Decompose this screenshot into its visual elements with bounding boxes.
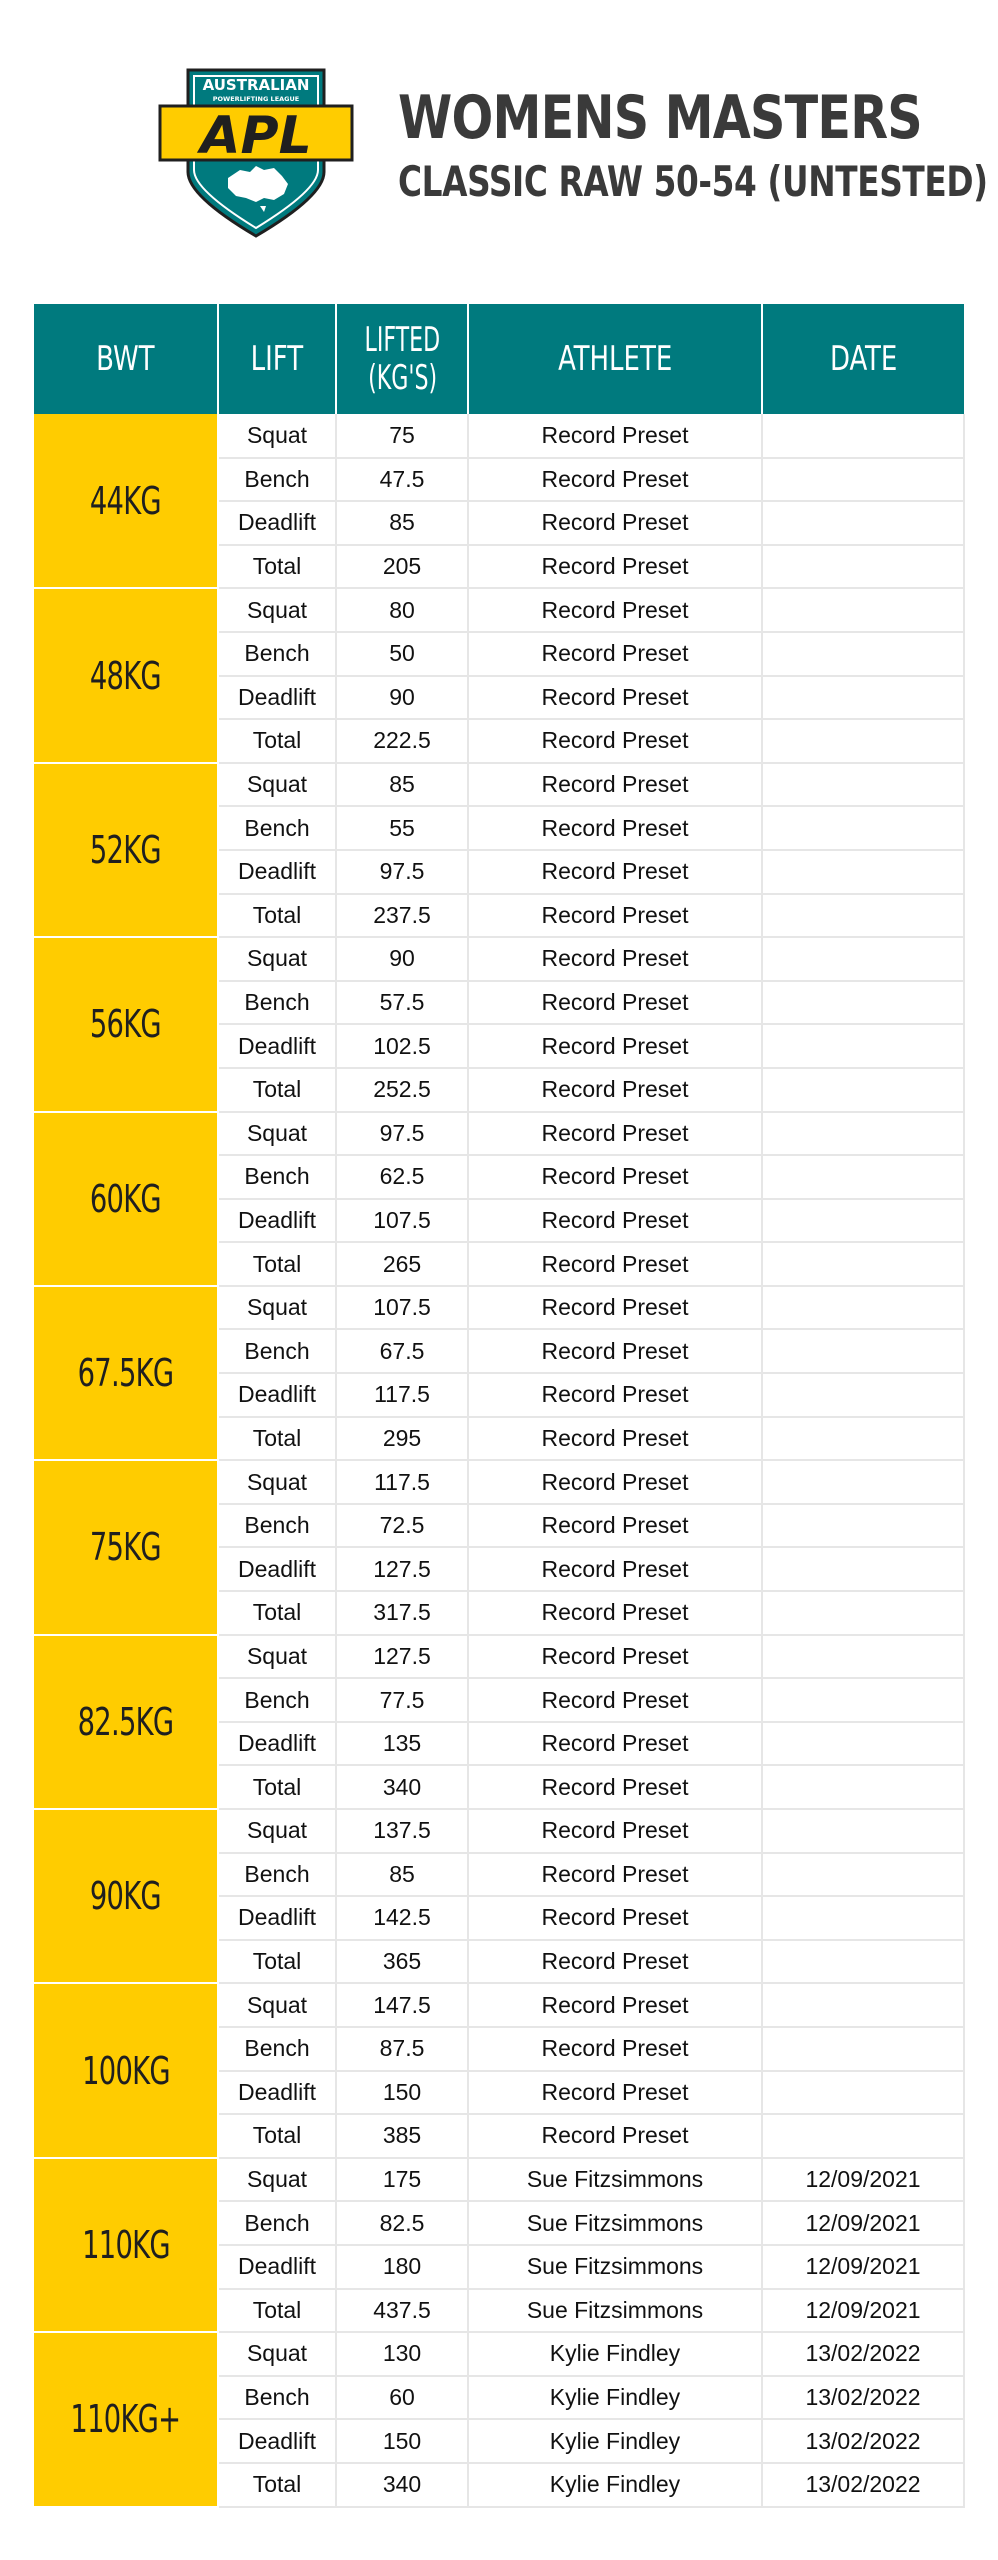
athlete-cell: Record Preset [468, 1068, 762, 1112]
athlete-cell: Record Preset [468, 588, 762, 632]
weight-class-cell: 52KG [34, 763, 218, 937]
logo-top-text: AUSTRALIAN [202, 76, 310, 94]
lift-cell: Bench [218, 1853, 336, 1897]
records-body [34, 414, 964, 2507]
lifted-cell: 102.5 [336, 1024, 468, 1068]
weight-class-cell: 48KG [34, 588, 218, 762]
date-cell [762, 501, 964, 545]
lifted-cell: 90 [336, 676, 468, 720]
lift-cell: Squat [218, 1983, 336, 2027]
logo-sub-text: POWERLIFTING LEAGUE [212, 95, 300, 103]
athlete-cell: Record Preset [468, 2114, 762, 2158]
lifted-cell: 180 [336, 2245, 468, 2289]
lifted-cell: 60 [336, 2376, 468, 2420]
lifted-cell: 107.5 [336, 1199, 468, 1243]
athlete-cell: Record Preset [468, 458, 762, 502]
lift-cell: Total [218, 1242, 336, 1286]
athlete-cell: Record Preset [468, 1373, 762, 1417]
column-header-lift: LIFT [218, 304, 336, 414]
athlete-cell: Sue Fitzsimmons [468, 2289, 762, 2333]
lifted-cell: 340 [336, 2463, 468, 2507]
column-header-lifted [336, 304, 468, 414]
logo-letters: APL [200, 106, 312, 166]
table-row [34, 1635, 964, 1679]
lifted-cell: 80 [336, 588, 468, 632]
lift-cell: Squat [218, 1635, 336, 1679]
lifted-cell: 205 [336, 545, 468, 589]
date-cell [762, 1765, 964, 1809]
lifted-cell: 252.5 [336, 1068, 468, 1112]
athlete-cell: Record Preset [468, 1024, 762, 1068]
athlete-cell: Record Preset [468, 1547, 762, 1591]
table-row [34, 1983, 964, 2027]
lift-cell: Total [218, 1417, 336, 1461]
athlete-cell: Record Preset [468, 719, 762, 763]
lifted-cell: 77.5 [336, 1678, 468, 1722]
date-cell [762, 2114, 964, 2158]
athlete-cell: Record Preset [468, 501, 762, 545]
date-cell [762, 1373, 964, 1417]
athlete-cell: Record Preset [468, 1765, 762, 1809]
date-cell [762, 1940, 964, 1984]
lifted-line1: LIFTED [364, 320, 440, 360]
lift-cell: Deadlift [218, 2071, 336, 2115]
lifted-cell: 142.5 [336, 1896, 468, 1940]
lifted-cell: 97.5 [336, 1112, 468, 1156]
lift-cell: Deadlift [218, 1722, 336, 1766]
lift-cell: Squat [218, 2158, 336, 2202]
lift-cell: Deadlift [218, 501, 336, 545]
athlete-cell: Record Preset [468, 2071, 762, 2115]
athlete-cell: Record Preset [468, 1460, 762, 1504]
table-row [34, 1112, 964, 1156]
athlete-cell: Record Preset [468, 1417, 762, 1461]
lift-cell: Total [218, 2114, 336, 2158]
lift-cell: Squat [218, 1809, 336, 1853]
athlete-cell: Record Preset [468, 1940, 762, 1984]
lift-cell: Bench [218, 2027, 336, 2071]
date-cell [762, 981, 964, 1025]
weight-class-cell: 90KG [34, 1809, 218, 1983]
athlete-cell: Kylie Findley [468, 2376, 762, 2420]
lift-cell: Bench [218, 806, 336, 850]
lift-cell: Squat [218, 1460, 336, 1504]
lifted-cell: 85 [336, 763, 468, 807]
athlete-cell: Record Preset [468, 937, 762, 981]
lifted-cell: 127.5 [336, 1635, 468, 1679]
athlete-cell: Record Preset [468, 981, 762, 1025]
athlete-cell: Record Preset [468, 1722, 762, 1766]
table-row [34, 588, 964, 632]
lifted-cell: 150 [336, 2419, 468, 2463]
table-row [34, 763, 964, 807]
page-header [0, 0, 998, 300]
lift-cell: Bench [218, 1504, 336, 1548]
athlete-cell: Record Preset [468, 545, 762, 589]
date-cell [762, 1504, 964, 1548]
date-cell [762, 1722, 964, 1766]
lift-cell: Bench [218, 1155, 336, 1199]
table-row [34, 1809, 964, 1853]
lifted-cell: 85 [336, 1853, 468, 1897]
date-cell [762, 1809, 964, 1853]
lifted-cell: 62.5 [336, 1155, 468, 1199]
lift-cell: Squat [218, 1112, 336, 1156]
date-cell [762, 763, 964, 807]
lifted-cell: 55 [336, 806, 468, 850]
lifted-cell: 135 [336, 1722, 468, 1766]
weight-class-cell: 75KG [34, 1460, 218, 1634]
athlete-cell: Record Preset [468, 1896, 762, 1940]
lift-cell: Deadlift [218, 1896, 336, 1940]
date-cell [762, 1417, 964, 1461]
athlete-cell: Record Preset [468, 414, 762, 458]
lifted-cell: 82.5 [336, 2201, 468, 2245]
lifted-cell: 365 [336, 1940, 468, 1984]
lifted-cell: 340 [336, 1765, 468, 1809]
date-cell [762, 1635, 964, 1679]
date-cell [762, 545, 964, 589]
date-cell [762, 2027, 964, 2071]
records-table-container [34, 304, 964, 2508]
athlete-cell: Record Preset [468, 806, 762, 850]
lift-cell: Deadlift [218, 676, 336, 720]
athlete-cell: Record Preset [468, 850, 762, 894]
date-cell [762, 806, 964, 850]
date-cell [762, 1024, 964, 1068]
column-header-date: DATE [762, 304, 964, 414]
date-cell [762, 1896, 964, 1940]
date-cell [762, 1547, 964, 1591]
athlete-cell: Record Preset [468, 1809, 762, 1853]
lift-cell: Total [218, 2463, 336, 2507]
date-cell [762, 458, 964, 502]
lift-cell: Squat [218, 2332, 336, 2376]
weight-class-cell: 60KG [34, 1112, 218, 1286]
date-cell [762, 1242, 964, 1286]
lifted-cell: 90 [336, 937, 468, 981]
date-cell: 12/09/2021 [762, 2245, 964, 2289]
lifted-cell: 50 [336, 632, 468, 676]
date-cell [762, 676, 964, 720]
lifted-cell: 437.5 [336, 2289, 468, 2333]
lifted-cell: 127.5 [336, 1547, 468, 1591]
table-row [34, 937, 964, 981]
date-cell [762, 2071, 964, 2115]
lift-cell: Bench [218, 458, 336, 502]
lifted-cell: 72.5 [336, 1504, 468, 1548]
lift-cell: Squat [218, 1286, 336, 1330]
table-row [34, 2158, 964, 2202]
lift-cell: Deadlift [218, 2245, 336, 2289]
lift-cell: Total [218, 2289, 336, 2333]
date-cell [762, 894, 964, 938]
lifted-line2: (KG'S) [367, 358, 437, 398]
athlete-cell: Record Preset [468, 632, 762, 676]
date-cell: 13/02/2022 [762, 2376, 964, 2420]
lift-cell: Deadlift [218, 1547, 336, 1591]
weight-class-cell: 82.5KG [34, 1635, 218, 1809]
lifted-cell: 75 [336, 414, 468, 458]
date-cell [762, 1155, 964, 1199]
date-cell: 12/09/2021 [762, 2158, 964, 2202]
athlete-cell: Record Preset [468, 676, 762, 720]
lift-cell: Bench [218, 1329, 336, 1373]
athlete-cell: Kylie Findley [468, 2463, 762, 2507]
lift-cell: Total [218, 1591, 336, 1635]
lifted-cell: 85 [336, 501, 468, 545]
lift-cell: Squat [218, 763, 336, 807]
table-row [34, 1286, 964, 1330]
athlete-cell: Record Preset [468, 1286, 762, 1330]
athlete-cell: Record Preset [468, 1504, 762, 1548]
lifted-cell: 97.5 [336, 850, 468, 894]
date-cell: 13/02/2022 [762, 2419, 964, 2463]
date-cell: 13/02/2022 [762, 2332, 964, 2376]
athlete-cell: Record Preset [468, 1112, 762, 1156]
lifted-cell: 87.5 [336, 2027, 468, 2071]
athlete-cell: Record Preset [468, 763, 762, 807]
athlete-cell: Kylie Findley [468, 2332, 762, 2376]
column-header-athlete: ATHLETE [468, 304, 762, 414]
lift-cell: Squat [218, 937, 336, 981]
lifted-cell: 265 [336, 1242, 468, 1286]
athlete-cell: Sue Fitzsimmons [468, 2158, 762, 2202]
athlete-cell: Record Preset [468, 1853, 762, 1897]
date-cell [762, 719, 964, 763]
lifted-cell: 117.5 [336, 1460, 468, 1504]
date-cell [762, 1329, 964, 1373]
athlete-cell: Kylie Findley [468, 2419, 762, 2463]
lifted-cell: 130 [336, 2332, 468, 2376]
lift-cell: Total [218, 719, 336, 763]
lift-cell: Deadlift [218, 1024, 336, 1068]
athlete-cell: Record Preset [468, 1591, 762, 1635]
date-cell [762, 1983, 964, 2027]
date-cell [762, 937, 964, 981]
date-cell [762, 1068, 964, 1112]
lift-cell: Total [218, 545, 336, 589]
lifted-cell: 47.5 [336, 458, 468, 502]
table-header-row [34, 304, 964, 414]
column-header-bwt: BWT [34, 304, 218, 414]
athlete-cell: Record Preset [468, 1635, 762, 1679]
weight-class-cell: 44KG [34, 414, 218, 588]
lift-cell: Bench [218, 2201, 336, 2245]
weight-class-cell: 110KG+ [34, 2332, 218, 2506]
date-cell [762, 1853, 964, 1897]
date-cell [762, 850, 964, 894]
lifted-cell: 222.5 [336, 719, 468, 763]
athlete-cell: Record Preset [468, 1329, 762, 1373]
lifted-cell: 147.5 [336, 1983, 468, 2027]
date-cell [762, 1112, 964, 1156]
lifted-cell: 117.5 [336, 1373, 468, 1417]
apl-logo [158, 66, 354, 240]
lifted-cell: 295 [336, 1417, 468, 1461]
lift-cell: Total [218, 1068, 336, 1112]
athlete-cell: Record Preset [468, 1242, 762, 1286]
weight-class-cell: 67.5KG [34, 1286, 218, 1460]
lifted-cell: 237.5 [336, 894, 468, 938]
date-cell [762, 1199, 964, 1243]
date-cell [762, 1591, 964, 1635]
date-cell [762, 1460, 964, 1504]
date-cell: 13/02/2022 [762, 2463, 964, 2507]
lift-cell: Squat [218, 588, 336, 632]
page-subtitle: CLASSIC RAW 50-54 (UNTESTED) [398, 157, 988, 206]
lift-cell: Total [218, 1765, 336, 1809]
lifted-cell: 67.5 [336, 1329, 468, 1373]
athlete-cell: Sue Fitzsimmons [468, 2201, 762, 2245]
table-row [34, 414, 964, 458]
lift-cell: Bench [218, 1678, 336, 1722]
lift-cell: Total [218, 894, 336, 938]
lift-cell: Deadlift [218, 2419, 336, 2463]
page-title: WOMENS MASTERS [398, 83, 922, 153]
athlete-cell: Record Preset [468, 1678, 762, 1722]
lift-cell: Deadlift [218, 1199, 336, 1243]
lifted-cell: 137.5 [336, 1809, 468, 1853]
date-cell [762, 1678, 964, 1722]
lift-cell: Bench [218, 981, 336, 1025]
date-cell: 12/09/2021 [762, 2289, 964, 2333]
lift-cell: Squat [218, 414, 336, 458]
athlete-cell: Record Preset [468, 1983, 762, 2027]
lifted-cell: 175 [336, 2158, 468, 2202]
title-block [398, 83, 998, 208]
records-table [34, 304, 965, 2508]
lifted-cell: 107.5 [336, 1286, 468, 1330]
athlete-cell: Record Preset [468, 1199, 762, 1243]
lifted-cell: 150 [336, 2071, 468, 2115]
date-cell [762, 632, 964, 676]
date-cell [762, 588, 964, 632]
date-cell [762, 414, 964, 458]
athlete-cell: Sue Fitzsimmons [468, 2245, 762, 2289]
lifted-cell: 317.5 [336, 1591, 468, 1635]
lift-cell: Bench [218, 2376, 336, 2420]
lifted-cell: 385 [336, 2114, 468, 2158]
table-row [34, 1460, 964, 1504]
lift-cell: Total [218, 1940, 336, 1984]
table-row [34, 2332, 964, 2376]
athlete-cell: Record Preset [468, 1155, 762, 1199]
lift-cell: Deadlift [218, 1373, 336, 1417]
weight-class-cell: 100KG [34, 1983, 218, 2157]
weight-class-cell: 56KG [34, 937, 218, 1111]
athlete-cell: Record Preset [468, 894, 762, 938]
lifted-cell: 57.5 [336, 981, 468, 1025]
athlete-cell: Record Preset [468, 2027, 762, 2071]
date-cell [762, 1286, 964, 1330]
lift-cell: Bench [218, 632, 336, 676]
date-cell: 12/09/2021 [762, 2201, 964, 2245]
lift-cell: Deadlift [218, 850, 336, 894]
weight-class-cell: 110KG [34, 2158, 218, 2332]
